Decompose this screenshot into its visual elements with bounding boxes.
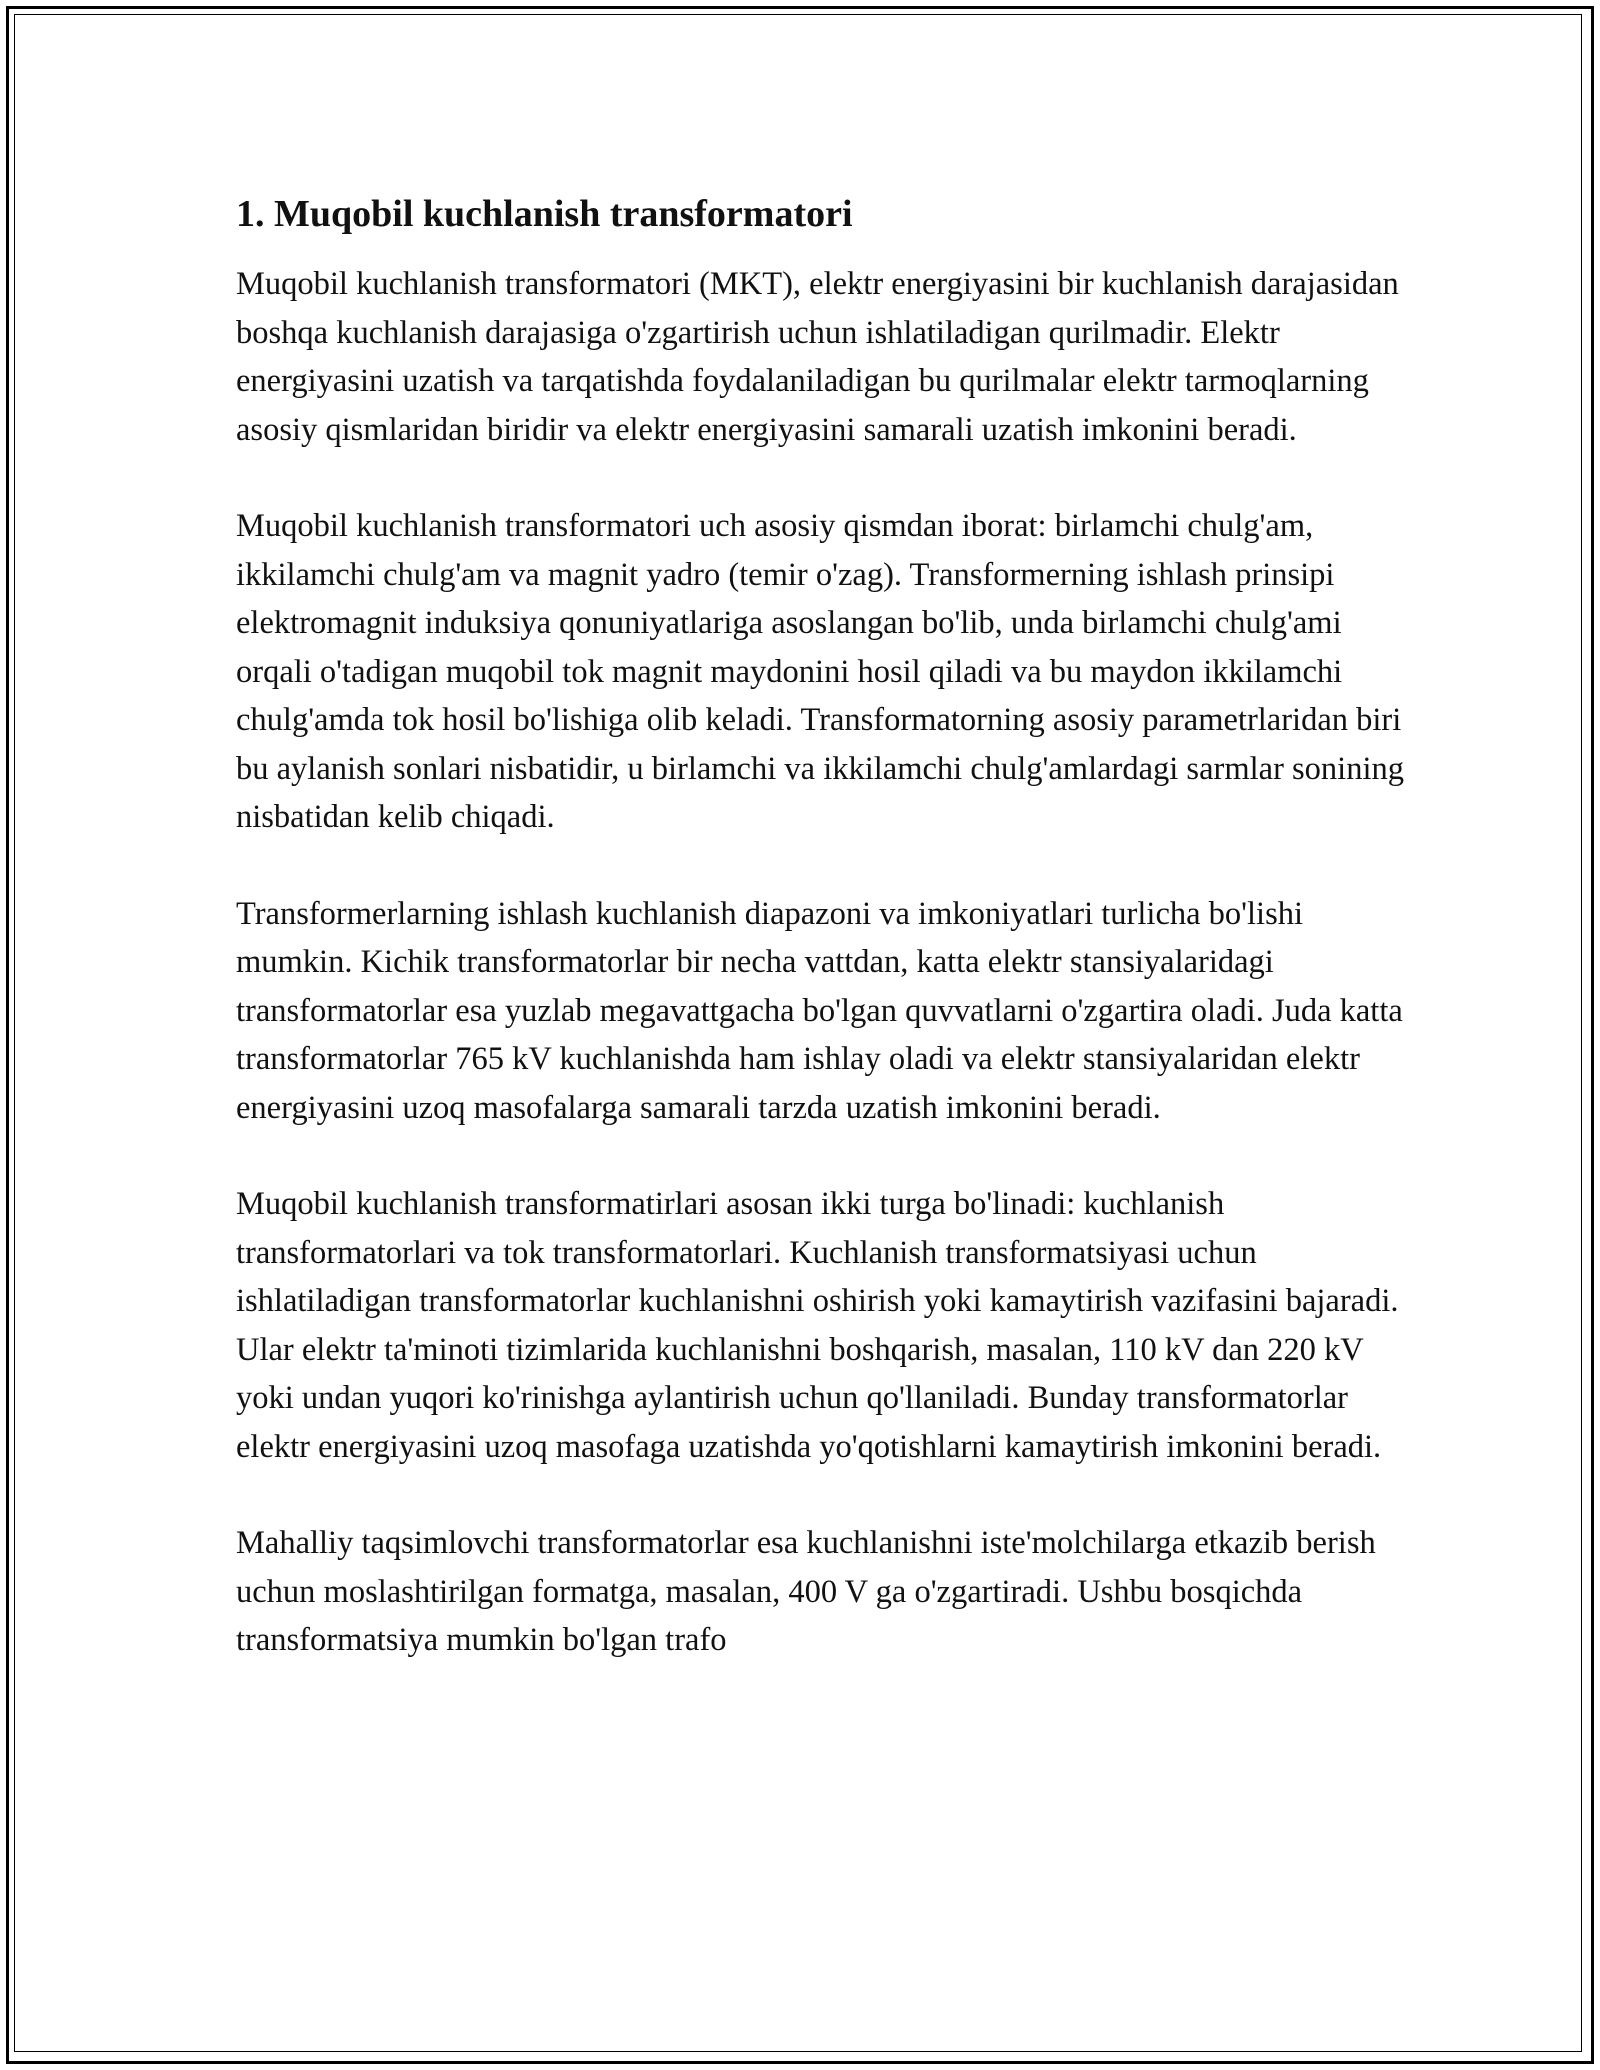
paragraph-3: Transformerlarning ishlash kuchlanish diapazoni va imkoniyatlari turlicha bo'lishi mumkin. Kichik transformatorlar bir necha vattdan, katta elektr stansiyalaridagi transformatorlar esa yuzlab megavattgacha bo'lgan quvvatlarni o'zgartira oladi. Juda katta transformatorlar 765 kV kuchlanishda ham ishlay oladi va elektr stansiyalaridan elektr energiyasini uzoq masofalarga samarali tarzda uzatish imkonini beradi. xyxy=(236,895,1403,1126)
document-body xyxy=(236,188,1416,1713)
paragraph-1: Muqobil kuchlanish transformatori (MKT), elektr energiyasini bir kuchlanish darajasidan boshqa kuchlanish darajasiga o'zgartirish uchun ishlatiladigan qurilmadir. Elektr energiyasini uzatish va tarqatishda foydalaniladigan bu qurilmalar elektr tarmoqlarning asosiy qismlaridan biridir va elektr energiyasini samarali uzatish imkonini beradi. xyxy=(236,266,1399,448)
section-heading: 1. Muqobil kuchlanish transformatori xyxy=(236,193,853,235)
paragraph-5: Mahalliy taqsimlovchi transformatorlar esa kuchlanishni iste'molchilarga etkazib berish uchun moslashtirilgan formatga, masalan, 400 V ga o'zgartiradi. Ushbu bosqichda transformatsiya mumkin bo'lgan trafo xyxy=(236,1525,1376,1658)
paragraph-4: Muqobil kuchlanish transformatirlari asosan ikki turga bo'linadi: kuchlanish transformatorlari va tok transformatorlari. Kuchlanish transformatsiyasi uchun ishlatiladigan transformatorlar kuchlanishni oshirish yoki kamaytirish vazifasini bajaradi. Ular elektr ta'minoti tizimlarida kuchlanishni boshqarish, masalan, 110 kV dan 220 kV yoki undan yuqori ko'rinishga aylantirish uchun qo'llaniladi. Bunday transformatorlar elektr energiyasini uzoq masofaga uzatishda yo'qotishlarni kamaytirish imkonini beradi. xyxy=(236,1186,1399,1465)
paragraph-2: Muqobil kuchlanish transformatori uch asosiy qismdan iborat: birlamchi chulg'am, ikkilamchi chulg'am va magnit yadro (temir o'zag). Transformerning ishlash prinsipi elektromagnit induksiya qonuniyatlariga asoslangan bo'lib, unda birlamchi chulg'ami orqali o'tadigan muqobil tok magnit maydonini hosil qiladi va bu maydon ikkilamchi chulg'amda tok hosil bo'lishiga olib keladi. Transformatorning asosiy parametrlaridan biri bu aylanish sonlari nisbatidir, u birlamchi va ikkilamchi chulg'amlardagi sarmlar sonining nisbatidan kelib chiqadi. xyxy=(236,508,1404,835)
